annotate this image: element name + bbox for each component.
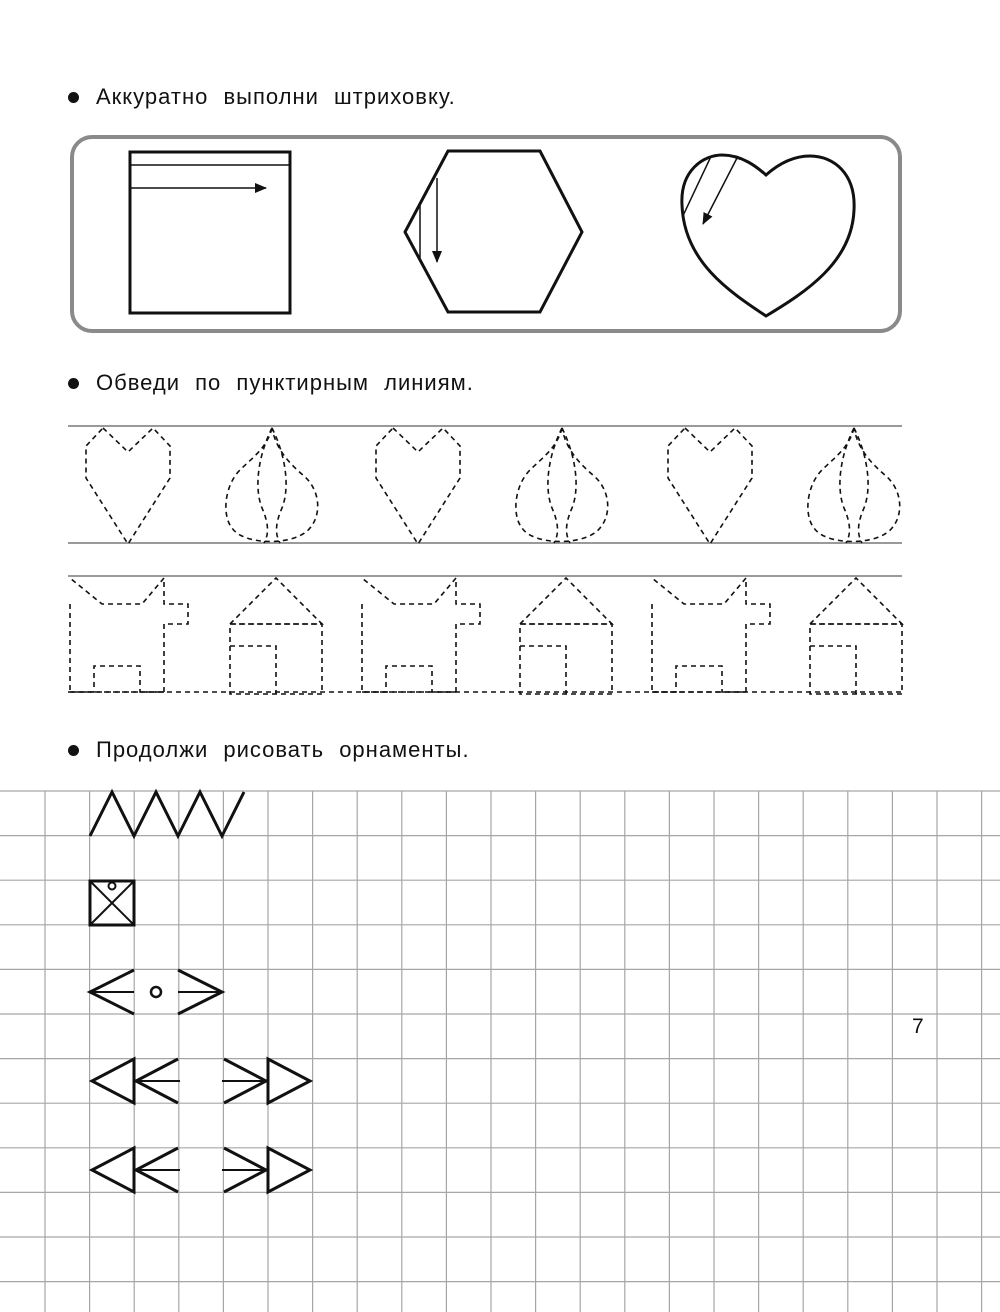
bullet-icon <box>68 378 79 389</box>
task-ornaments <box>68 737 470 763</box>
tracing-guide-lines <box>68 426 902 692</box>
dashed-drop-icon[interactable] <box>808 428 900 543</box>
dashed-heart-icon[interactable] <box>668 428 752 544</box>
tracing-row-1 <box>86 428 900 544</box>
task-tracing <box>68 370 474 396</box>
grid-paper <box>0 791 1000 1312</box>
dashed-house-icon[interactable] <box>810 578 902 694</box>
ornament-arrows-repeat[interactable] <box>92 1148 310 1192</box>
page-number: 7 <box>909 1015 927 1039</box>
ornaments <box>90 792 310 1192</box>
ornament-crossed-box[interactable] <box>90 881 134 925</box>
ornament-zigzag[interactable] <box>90 792 244 836</box>
dashed-drop-icon[interactable] <box>516 428 608 543</box>
dashed-house-icon[interactable] <box>520 578 612 694</box>
dashed-drop-icon[interactable] <box>226 428 318 543</box>
shading-square[interactable] <box>130 152 290 313</box>
dashed-dog-icon[interactable] <box>70 578 188 692</box>
shading-heart[interactable] <box>680 150 854 316</box>
bullet-icon <box>68 745 79 756</box>
dashed-heart-icon[interactable] <box>376 428 460 544</box>
task-ornaments-text: Продолжи рисовать орнаменты. <box>96 737 470 762</box>
task-shading-text: Аккуратно выполни штриховку. <box>96 84 456 109</box>
tracing-row-2 <box>70 578 902 694</box>
dashed-heart-icon[interactable] <box>86 428 170 544</box>
ornament-arrows[interactable] <box>92 1059 310 1103</box>
task-tracing-text: Обведи по пунктирным линиям. <box>96 370 474 395</box>
dashed-dog-icon[interactable] <box>652 578 770 692</box>
dashed-house-icon[interactable] <box>230 578 322 694</box>
shading-hexagon[interactable] <box>405 151 582 312</box>
dashed-dog-icon[interactable] <box>362 578 480 692</box>
ornament-chevrons-dot[interactable] <box>90 970 222 1014</box>
